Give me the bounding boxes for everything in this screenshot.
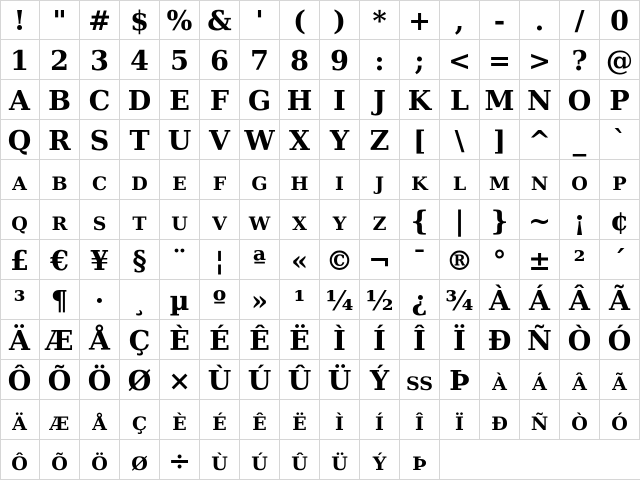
glyph-cell[interactable]: f [200,160,240,200]
glyph-cell[interactable]: ¦ [200,240,240,280]
glyph-cell[interactable]: ä [0,400,40,440]
glyph-cell[interactable]: û [280,440,320,480]
glyph-row [0,40,640,80]
glyph-cell[interactable]: ¯ [400,240,440,280]
glyph-row [0,0,640,40]
glyph-cell[interactable]: x [280,200,320,240]
glyph-row [0,200,640,240]
glyph-cell[interactable]: : [360,40,400,80]
glyph-cell[interactable]: ö [80,440,120,480]
glyph-cell[interactable]: ~ [520,200,560,240]
glyph-cell[interactable]: ² [560,240,600,280]
glyph-cell[interactable]: Ü [320,360,360,400]
glyph-cell[interactable]: I [320,80,360,120]
glyph-cell[interactable]: c [80,160,120,200]
glyph-cell[interactable]: C [80,80,120,120]
glyph-cell[interactable]: J [360,80,400,120]
glyph-cell[interactable]: ã [600,360,640,400]
glyph-cell[interactable]: Ë [280,320,320,360]
glyph-cell[interactable]: { [400,200,440,240]
glyph-cell[interactable]: n [520,160,560,200]
glyph-cell[interactable]: ñ [520,400,560,440]
glyph-cell[interactable]: R [40,120,80,160]
glyph-cell[interactable]: ü [320,440,360,480]
glyph-cell[interactable]: / [560,0,600,40]
glyph-cell[interactable]: U [160,120,200,160]
glyph-cell[interactable]: k [400,160,440,200]
glyph-cell[interactable]: É [200,320,240,360]
glyph-cell[interactable]: ' [240,0,280,40]
glyph-cell[interactable]: ï [440,400,480,440]
glyph-cell[interactable]: b [40,160,80,200]
glyph-cell[interactable]: z [360,200,400,240]
glyph-cell[interactable]: [ [400,120,440,160]
glyph-cell[interactable]: m [480,160,520,200]
glyph-cell[interactable]: ® [440,240,480,280]
glyph-cell[interactable]: Z [360,120,400,160]
glyph-cell[interactable]: N [520,80,560,120]
glyph-cell[interactable]: ¥ [80,240,120,280]
glyph-cell[interactable]: Î [400,320,440,360]
glyph-cell[interactable]: ¶ [40,280,80,320]
glyph-cell[interactable]: ô [0,440,40,480]
glyph-cell[interactable]: ¡ [560,200,600,240]
glyph-cell[interactable]: y [320,200,360,240]
glyph-cell[interactable]: ÷ [160,440,200,480]
glyph-cell[interactable]: E [160,80,200,120]
glyph-cell[interactable]: i [320,160,360,200]
glyph-cell[interactable]: u [160,200,200,240]
glyph-cell[interactable]: ] [480,120,520,160]
glyph-cell[interactable]: â [560,360,600,400]
glyph-cell[interactable]: Ù [200,360,240,400]
glyph-cell[interactable]: h [280,160,320,200]
glyph-cell[interactable]: ¨ [160,240,200,280]
glyph-cell[interactable]: e [160,160,200,200]
glyph-cell[interactable]: ê [240,400,280,440]
glyph-cell[interactable]: M [480,80,520,120]
glyph-cell[interactable]: r [40,200,80,240]
glyph-cell[interactable]: · [80,280,120,320]
glyph-cell[interactable]: € [40,240,80,280]
glyph-cell[interactable]: ¿ [400,280,440,320]
glyph-cell[interactable]: ¹ [280,280,320,320]
glyph-cell[interactable]: G [240,80,280,120]
glyph-cell[interactable]: D [120,80,160,120]
glyph-cell[interactable]: Ï [440,320,480,360]
glyph-cell[interactable]: ss [400,360,440,400]
glyph-cell[interactable]: > [520,40,560,80]
glyph-cell[interactable]: µ [160,280,200,320]
glyph-cell[interactable]: « [280,240,320,280]
glyph-cell[interactable]: w [240,200,280,240]
glyph-cell[interactable]: Ç [120,320,160,360]
glyph-cell[interactable]: 3 [80,40,120,80]
glyph-cell[interactable]: " [40,0,80,40]
glyph-row [0,120,640,160]
glyph-cell[interactable]: ) [320,0,360,40]
glyph-cell[interactable]: \ [440,120,480,160]
glyph-cell[interactable]: ! [0,0,40,40]
glyph-cell[interactable]: Å [80,320,120,360]
glyph-cell[interactable]: } [480,200,520,240]
glyph-cell[interactable]: î [400,400,440,440]
glyph-cell[interactable]: Õ [40,360,80,400]
glyph-cell[interactable]: 7 [240,40,280,80]
glyph-cell[interactable]: ª [240,240,280,280]
glyph-cell[interactable]: ( [280,0,320,40]
glyph-cell[interactable]: Æ [40,320,80,360]
glyph-cell[interactable]: L [440,80,480,120]
glyph-cell[interactable]: @ [600,40,640,80]
glyph-cell[interactable]: g [240,160,280,200]
glyph-cell[interactable]: ¬ [360,240,400,280]
glyph-cell[interactable]: = [480,40,520,80]
glyph-cell[interactable]: Ú [240,360,280,400]
glyph-cell[interactable]: » [240,280,280,320]
glyph-cell[interactable]: 8 [280,40,320,80]
glyph-cell[interactable]: t [120,200,160,240]
glyph-cell[interactable]: Ý [360,360,400,400]
glyph-row [0,160,640,200]
glyph-cell[interactable]: Ð [480,320,520,360]
glyph-cell[interactable]: p [600,160,640,200]
glyph-cell[interactable]: Ã [600,280,640,320]
glyph-cell[interactable]: H [280,80,320,120]
glyph-cell[interactable]: × [160,360,200,400]
glyph-cell[interactable]: . [520,0,560,40]
glyph-cell[interactable]: È [160,320,200,360]
glyph-cell[interactable]: ^ [520,120,560,160]
glyph-cell[interactable]: Û [280,360,320,400]
glyph-cell[interactable]: ´ [600,240,640,280]
glyph-cell[interactable]: Q [0,120,40,160]
glyph-cell[interactable]: Ê [240,320,280,360]
glyph-cell[interactable]: ¢ [600,200,640,240]
glyph-cell[interactable]: Ì [320,320,360,360]
glyph-cell[interactable]: q [0,200,40,240]
glyph-cell[interactable]: þ [400,440,440,480]
glyph-cell[interactable]: á [520,360,560,400]
glyph-cell[interactable]: P [600,80,640,120]
glyph-cell[interactable]: 2 [40,40,80,80]
glyph-cell[interactable]: 4 [120,40,160,80]
glyph-cell[interactable]: Ò [560,320,600,360]
glyph-row [0,80,640,120]
glyph-cell[interactable]: & [200,0,240,40]
glyph-cell[interactable]: l [440,160,480,200]
glyph-cell[interactable]: Â [560,280,600,320]
glyph-cell[interactable]: 1 [0,40,40,80]
glyph-cell[interactable]: ½ [360,280,400,320]
glyph-cell[interactable]: ¼ [320,280,360,320]
glyph-cell[interactable]: < [440,40,480,80]
glyph-cell[interactable]: A [0,80,40,120]
glyph-cell[interactable]: À [480,280,520,320]
glyph-cell[interactable]: ; [400,40,440,80]
glyph-cell[interactable]: é [200,400,240,440]
glyph-cell[interactable]: Ñ [520,320,560,360]
glyph-cell[interactable]: © [320,240,360,280]
glyph-cell[interactable]: õ [40,440,80,480]
glyph-cell[interactable]: % [160,0,200,40]
glyph-row [0,440,640,480]
glyph-cell[interactable]: º [200,280,240,320]
glyph-cell[interactable]: F [200,80,240,120]
glyph-cell[interactable]: S [80,120,120,160]
glyph-cell[interactable]: ó [600,400,640,440]
glyph-cell[interactable]: o [560,160,600,200]
glyph-cell[interactable]: ø [120,440,160,480]
glyph-cell[interactable]: ¸ [120,280,160,320]
glyph-cell[interactable]: 0 [600,0,640,40]
glyph-cell[interactable]: § [120,240,160,280]
glyph-cell[interactable]: à [480,360,520,400]
glyph-cell[interactable]: ú [240,440,280,480]
glyph-cell[interactable]: å [80,400,120,440]
glyph-cell[interactable]: ± [520,240,560,280]
glyph-cell[interactable]: ý [360,440,400,480]
glyph-cell[interactable]: ì [320,400,360,440]
glyph-cell[interactable]: ò [560,400,600,440]
glyph-cell[interactable]: $ [120,0,160,40]
glyph-row [0,400,640,440]
glyph-cell[interactable]: Ø [120,360,160,400]
glyph-cell[interactable]: W [240,120,280,160]
glyph-cell[interactable]: í [360,400,400,440]
glyph-cell[interactable]: O [560,80,600,120]
glyph-row [0,320,640,360]
glyph-cell[interactable]: Þ [440,360,480,400]
glyph-cell[interactable]: v [200,200,240,240]
glyph-cell[interactable]: d [120,160,160,200]
glyph-cell[interactable]: Ó [600,320,640,360]
glyph-cell[interactable]: ? [560,40,600,80]
glyph-cell[interactable]: j [360,160,400,200]
glyph-row [0,240,640,280]
glyph-cell[interactable]: a [0,160,40,200]
glyph-cell[interactable]: T [120,120,160,160]
glyph-cell[interactable]: V [200,120,240,160]
glyph-cell[interactable]: , [440,0,480,40]
glyph-cell[interactable]: ` [600,120,640,160]
glyph-cell[interactable]: K [400,80,440,120]
glyph-cell[interactable]: ð [480,400,520,440]
glyph-cell[interactable]: è [160,400,200,440]
glyph-cell[interactable]: + [400,0,440,40]
glyph-cell[interactable]: Ä [0,320,40,360]
glyph-cell[interactable]: Á [520,280,560,320]
glyph-cell[interactable]: ë [280,400,320,440]
glyph-cell[interactable]: _ [560,120,600,160]
glyph-cell[interactable]: X [280,120,320,160]
glyph-cell[interactable]: ³ [0,280,40,320]
glyph-cell[interactable]: s [80,200,120,240]
glyph-cell[interactable]: 6 [200,40,240,80]
glyph-row [0,360,640,400]
glyph-cell[interactable]: Ö [80,360,120,400]
glyph-cell[interactable]: ° [480,240,520,280]
glyph-cell[interactable]: * [360,0,400,40]
glyph-cell[interactable]: B [40,80,80,120]
glyph-cell[interactable]: - [480,0,520,40]
glyph-row [0,280,640,320]
glyph-cell[interactable]: ¾ [440,280,480,320]
glyph-cell[interactable]: Y [320,120,360,160]
glyph-cell[interactable]: æ [40,400,80,440]
empty-cell [440,440,640,480]
glyph-cell[interactable]: Ô [0,360,40,400]
glyph-cell[interactable]: Í [360,320,400,360]
glyph-cell[interactable]: ù [200,440,240,480]
glyph-cell[interactable]: 9 [320,40,360,80]
glyph-cell[interactable]: ç [120,400,160,440]
glyph-cell[interactable]: 5 [160,40,200,80]
glyph-cell[interactable]: # [80,0,120,40]
glyph-cell[interactable]: | [440,200,480,240]
glyph-cell[interactable]: £ [0,240,40,280]
